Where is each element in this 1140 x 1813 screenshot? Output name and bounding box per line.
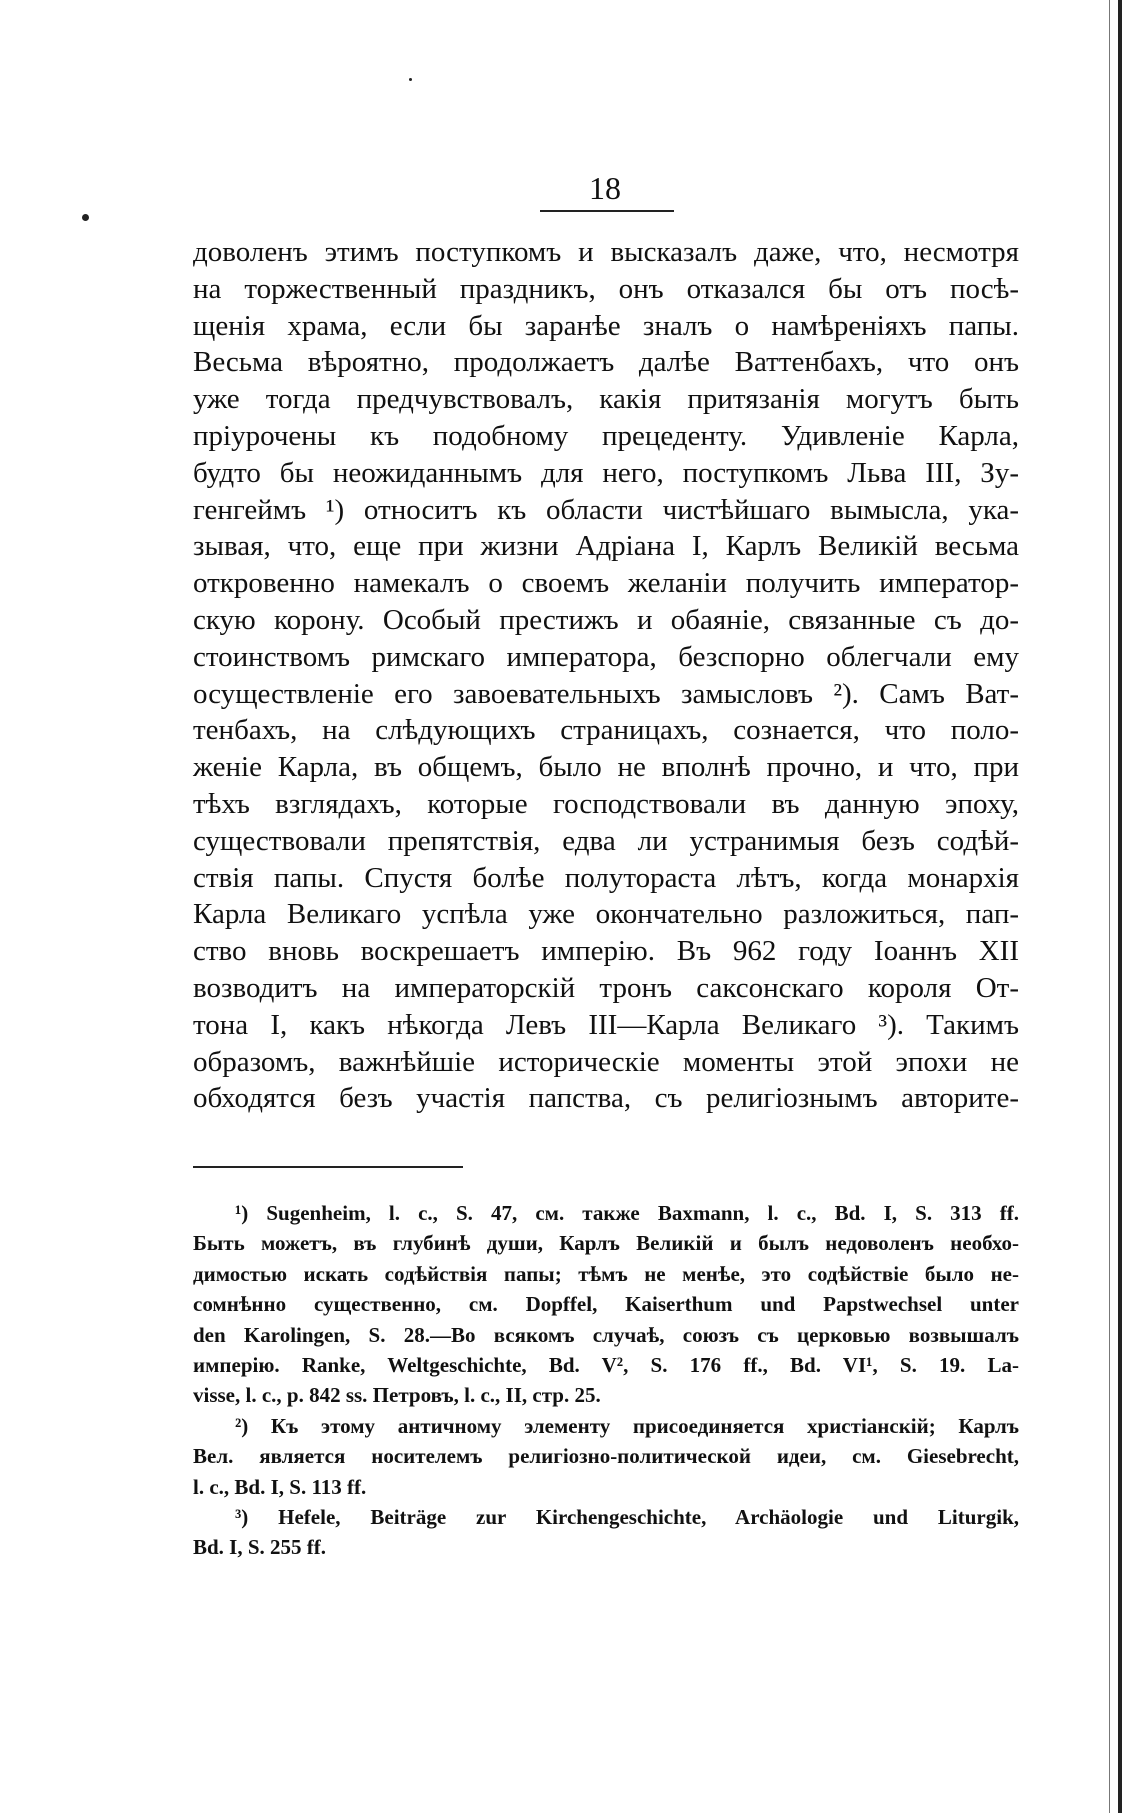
body-line: тѣхъ взглядахъ, которые господствовали въ данную эпоху,: [193, 787, 1019, 820]
body-line: тона I, какъ нѣкогда Левъ III—Карла Великаго ³). Такимъ: [193, 1008, 1019, 1041]
body-line: генгеймъ ¹) относитъ къ области чистѣйшаго вымысла, ука-: [193, 493, 1019, 526]
footnote-1: [193, 1198, 1019, 1411]
body-line: ство вновь воскрешаетъ имперію. Въ 962 году Іоаннъ XII: [193, 935, 1019, 968]
body-line: будто бы неожиданнымъ для него, поступкомъ Льва III, Зу-: [193, 456, 1019, 489]
footnote-line: Вел. является носителемъ религіозно-политической идеи, см. Giesebrecht,: [193, 1444, 1019, 1469]
footnote-line: den Karolingen, S. 28.—Во всякомъ случаѣ, союзъ съ церковью возвышалъ: [193, 1322, 1019, 1347]
footnote-line: Bd. I, S. 255 ff.: [193, 1535, 327, 1560]
footnote-line: ¹) Sugenheim, l. c., S. 47, см. также Baxmann, l. c., Bd. I, S. 313 ff.: [235, 1201, 1019, 1225]
body-line: доволенъ этимъ поступкомъ и высказалъ даже, что, несмотря: [193, 236, 1019, 268]
footnotes: [193, 1198, 1019, 1563]
footnote-line: l. c., Bd. I, S. 113 ff.: [193, 1474, 367, 1499]
footnote-line: димостью искать содѣйствія папы; тѣмъ не менѣе, это содѣйствіе было не-: [193, 1261, 1019, 1286]
page-number: 18: [589, 170, 621, 206]
footnote-line: сомнѣнно существенно, см. Dopffel, Kaiserthum und Papstwechsel unter: [193, 1292, 1019, 1317]
body-line: женіе Карла, въ общемъ, было не вполнѣ прочно, и что, при: [193, 751, 1019, 784]
body-line: стоинствомъ римскаго императора, безспорно облегчали ему: [193, 640, 1019, 673]
body-line: Весьма вѣроятно, продолжаетъ далѣе Ваттенбахъ, что онъ: [193, 346, 1019, 379]
body-text: [193, 234, 1019, 1117]
body-line: скую корону. Особый престижъ и обаяніе, связанные съ до-: [193, 603, 1019, 636]
body-line: существовали препятствія, едва ли устранимыя безъ содѣй-: [193, 824, 1019, 857]
body-line: Карла Великаго успѣла уже окончательно разложиться, пап-: [193, 898, 1019, 931]
footnote-line: Быть можетъ, въ глубинѣ души, Карлъ Великій и былъ недоволенъ необхо-: [193, 1231, 1019, 1256]
body-line: тенбахъ, на слѣдующихъ страницахъ, сознается, что поло-: [193, 714, 1019, 747]
body-line: щенія храма, если бы заранѣе зналъ о намѣреніяхъ папы.: [193, 309, 1019, 342]
ink-speck: [409, 78, 412, 81]
footnote-line: имперію. Ranke, Weltgeschichte, Bd. V², S. 176 ff., Bd. VI¹, S. 19. La-: [193, 1353, 1019, 1378]
footnote-rule: [193, 1166, 463, 1168]
footnote-2: [193, 1411, 1019, 1502]
page-edge-shadow: [1118, 0, 1122, 1813]
page-number-rule: [540, 210, 674, 212]
footnote-line: visse, l. c., p. 842 ss. Петровъ, l. c., II, стр. 25.: [193, 1383, 601, 1408]
body-line: осуществленіе его завоевательныхъ замысловъ ²). Самъ Ват-: [193, 677, 1019, 710]
body-line: образомъ, важнѣйшіе историческіе моменты этой эпохи не: [193, 1045, 1019, 1078]
body-line: возводитъ на императорскій тронъ саксонскаго короля От-: [193, 971, 1019, 1004]
body-line: зывая, что, еще при жизни Адріана I, Карлъ Великій весьма: [193, 530, 1019, 563]
footnote-line: ³) Hefele, Beiträge zur Kirchengeschichte, Archäologie und Liturgik,: [235, 1505, 1019, 1530]
body-line: пріурочены къ подобному прецеденту. Удивленіе Карла,: [193, 419, 1019, 452]
ink-speck: [82, 214, 89, 221]
page-edge-line: [1109, 0, 1110, 1813]
body-line: на торжественный праздникъ, онъ отказался бы отъ посѣ-: [193, 272, 1019, 305]
body-line: уже тогда предчувствовалъ, какія притязанія могутъ быть: [193, 383, 1019, 416]
body-line: откровенно намекалъ о своемъ желаніи получить император-: [193, 567, 1019, 600]
footnote-line: ²) Къ этому античному элементу присоединяется христіанскій; Карлъ: [235, 1413, 1019, 1438]
footnote-3: [193, 1502, 1019, 1563]
body-line: ствія папы. Спустя болѣе полутораста лѣтъ, когда монархія: [193, 861, 1019, 894]
body-line: обходятся безъ участія папства, съ религіознымъ авторите-: [193, 1082, 1019, 1115]
